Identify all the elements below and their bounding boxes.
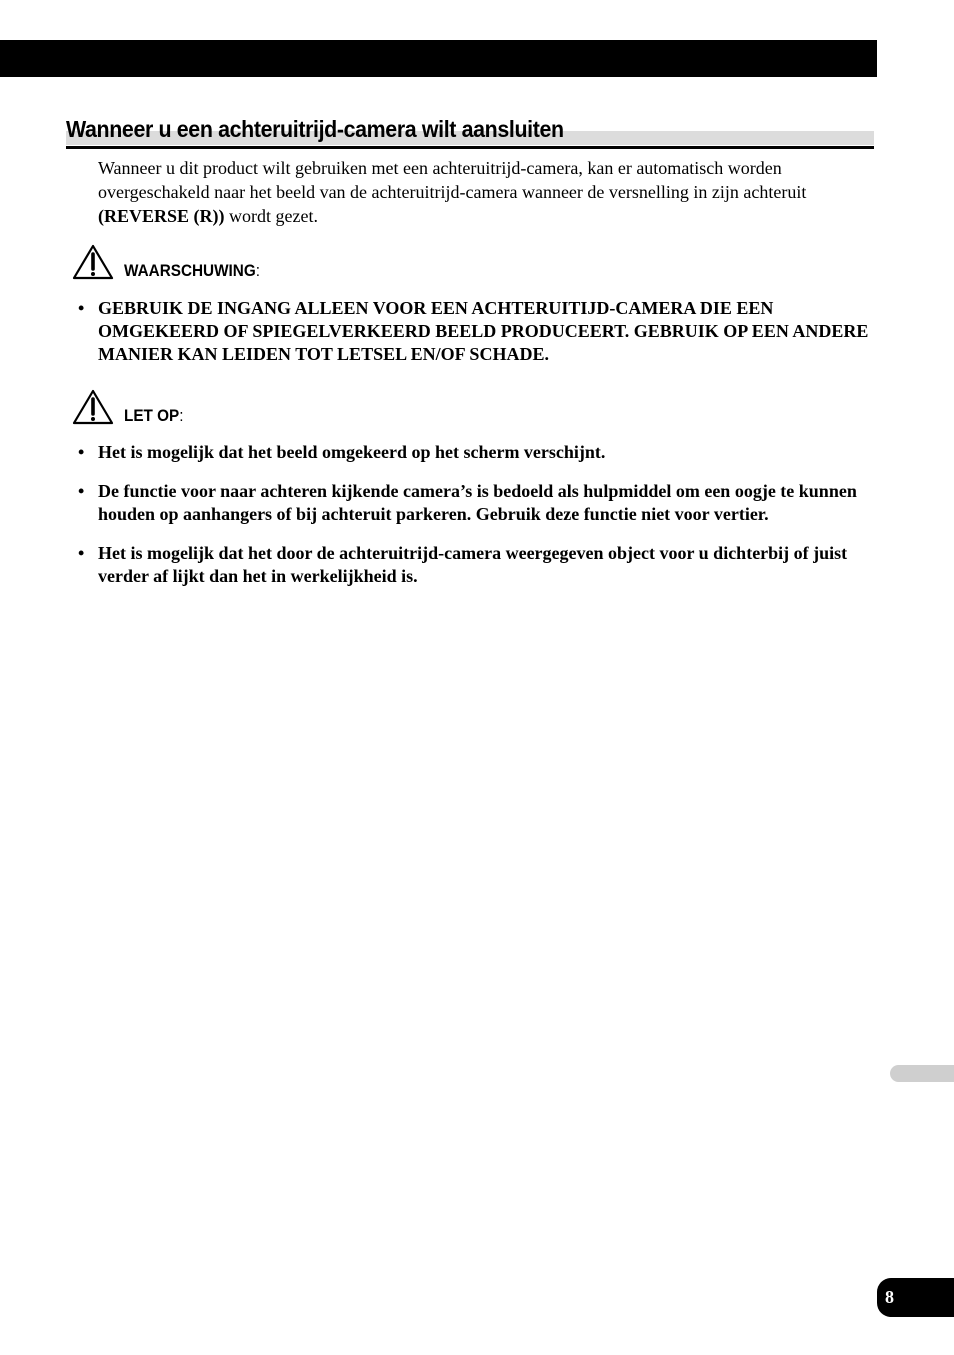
- caution-label: [124, 407, 184, 425]
- bullet: •: [78, 298, 85, 318]
- list-item: [78, 542, 874, 588]
- intro-end: wordt gezet.: [224, 206, 318, 226]
- bullet: •: [78, 481, 85, 501]
- caution-heading: [72, 389, 190, 425]
- warning-label-text: WAARSCHUWING: [124, 261, 256, 280]
- list-item: [78, 480, 874, 526]
- warning-colon: :: [255, 261, 261, 280]
- caution-item-text: Het is mogelijk dat het beeld omgekeerd op het scherm verschijnt.: [98, 442, 606, 462]
- caution-item-text: Het is mogelijk dat het door de achteruitrijd-camera weergegeven object voor u dichterbij of juist verder af lijkt dan het in werkelijkheid is.: [98, 543, 848, 586]
- bullet: •: [78, 442, 85, 462]
- warning-triangle-icon: [72, 389, 114, 425]
- list-item: [78, 441, 874, 464]
- caution-colon: :: [179, 406, 184, 425]
- warning-item-text: GEBRUIK DE INGANG ALLEEN VOOR EEN ACHTERUITIJD-CAMERA DIE EEN OMGEKEERD OF SPIEGELVERKEERD BEELD PRODUCEERT. GEBRUIK OP EEN ANDERE MANIER KAN LEIDEN TOT LETSEL EN/OF SCHADE.: [98, 298, 869, 364]
- caution-list: [78, 441, 874, 604]
- intro-bold: (REVERSE (R)): [98, 206, 225, 226]
- header-rule: [66, 146, 874, 149]
- side-tab: [890, 1065, 954, 1082]
- warning-triangle-icon: [72, 244, 114, 280]
- intro-paragraph: [98, 156, 858, 228]
- warning-list: [78, 297, 874, 366]
- header-bar: [0, 40, 877, 77]
- warning-heading: [72, 244, 275, 280]
- section-title: Wanneer u een achteruitrijd-camera wilt aansluiten: [66, 116, 564, 142]
- section-header: [66, 114, 874, 149]
- list-item: [78, 297, 874, 366]
- intro-text: Wanneer u dit product wilt gebruiken met een achteruitrijd-camera, kan er automatisch worden overgeschakeld naar het beeld van de achteruitrijd-camera wanneer de versnelling in zijn achteruit: [98, 158, 807, 202]
- bullet: •: [78, 543, 85, 563]
- caution-item-text: De functie voor naar achteren kijkende camera’s is bedoeld als hulpmiddel om een oogje te kunnen houden op aanhangers of bij achteruit parkeren. Gebruik deze functie niet voor vertier.: [98, 481, 857, 524]
- caution-label-text: LET OP: [124, 406, 180, 425]
- page-number: 8: [877, 1278, 954, 1317]
- warning-label: [124, 262, 260, 280]
